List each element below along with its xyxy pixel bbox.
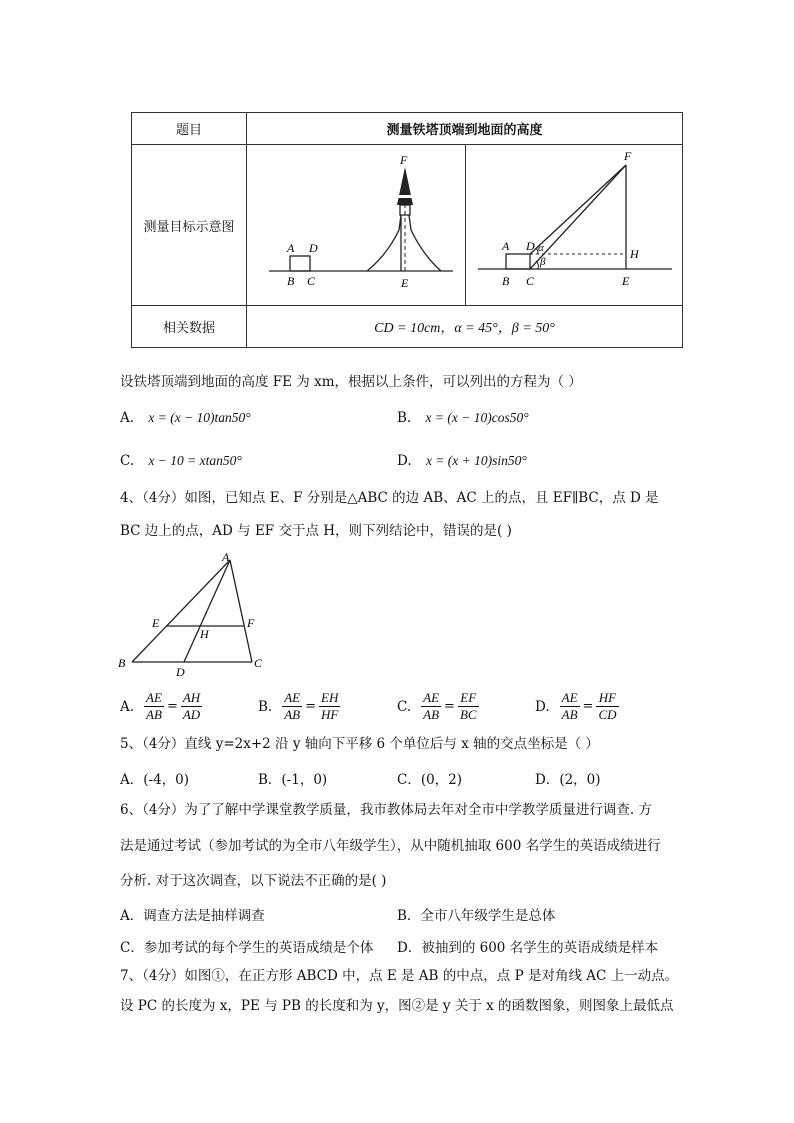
q5-option-c: C．(0，2) [397,772,463,788]
q6-option-b: B．全市八年级学生是总体 [397,908,556,924]
fig2-label-A: A [502,239,510,253]
tri-label-E: E [152,616,160,630]
q6-line2: 法是通过考试（参加考试的为全市八年级学生），从中随机抽取 600 名学生的英语成绩进行 [120,838,661,854]
fig1-label-B: B [287,274,295,288]
fig2-label-alpha: α [538,242,544,254]
q4d-den1: AB [561,707,578,722]
q4d-num1: AE [561,690,578,705]
q5-option-d: D．(2，0) [535,772,601,788]
q4a-num1: AE [146,690,162,705]
q4a-num2: AH [182,690,201,705]
q4a-den1: AB [146,707,162,722]
q3-option-d-letter: D. [397,453,412,469]
q4-option-b: B. $\frac{AE}{AB}$ = $\frac{EH}{HF}$ [258,690,339,722]
q4c-num2: EF [458,690,479,707]
table-header-label: 题目 [132,113,247,145]
q6-option-d: D．被抽到的 600 名学生的英语成绩是样本 [397,940,659,956]
fig2-label-E: E [622,274,630,288]
tri-label-H: H [200,627,209,641]
q4c-den2: BC [459,707,477,722]
q5-option-a: A．(-4，0) [120,772,190,788]
q3-option-d-expr: x = (x + 10)sin50° [425,453,527,468]
triangle-figure [118,548,278,680]
q4-option-c: C. $\frac{AE}{AB}$ = $\frac{EF}{BC}$ [397,690,477,722]
q7-line1: 7、（4分）如图①，在正方形 ABCD 中，点 E 是 AB 的中点，点 P 是对角线 AC 上一动点。 [120,968,679,984]
fig2-label-beta: β [540,256,546,268]
fig1-label-C: C [307,274,316,288]
q6-line1: 6、（4分）为了了解中学课堂教学质量，我市教体局去年对全市中学教学质量进行调查. 方 [120,802,653,818]
q5-option-b: B．(-1，0) [258,772,328,788]
q4d-den2: CD [598,707,617,722]
q4-line1: 4、（4分）如图，已知点 E、F 分别是△ABC 的边 AB、AC 上的点，且 EF∥BC，点 D 是 [120,490,659,506]
q3-option-d [397,453,527,469]
table-header-title: 测量铁塔顶端到地面的高度 [247,113,683,145]
fig1-label-D: D [309,241,318,255]
q4-option-d: D. $\frac{AE}{AB}$ = $\frac{HF}{CD}$ [535,690,617,722]
tri-label-C: C [254,656,263,670]
fig1-label-E: E [401,276,409,290]
figure-cell-2 [466,145,683,306]
tri-label-A: A [222,550,230,564]
q3-option-b-letter: B. [397,410,412,426]
q4-option-b-letter: B. [258,698,273,715]
fig1-label-A: A [287,241,295,255]
figure-cell-1 [247,145,466,306]
q4-option-a: A. $\frac{AE}{AB}$ = $\frac{AH}{AD}$ [120,690,201,722]
q3-option-b [397,410,529,426]
q3-option-a [120,410,251,426]
table-row3-data: CD = 10cm，α = 45°，β = 50° [247,306,683,348]
q3-option-a-expr: x = (x − 10)tan50° [148,410,251,425]
q4b-den2: HF [321,707,339,722]
q7-line2: 设 PC 的长度为 x，PE 与 PB 的长度和为 y，图②是 y 关于 x 的函数图象，则图象上最低点 [120,998,674,1014]
q4-option-d-letter: D. [535,698,550,715]
q4c-num1: AE [423,690,440,705]
q3-option-b-expr: x = (x − 10)cos50° [425,410,529,425]
q4b-num2: EH [321,690,339,705]
q4c-den1: AB [423,707,440,722]
fig2-label-B: B [502,274,510,288]
q3-stem: 设铁塔顶端到地面的高度 FE 为 xm，根据以上条件，可以列出的方程为（ ） [120,374,582,390]
tri-label-B: B [118,656,126,670]
q4d-num2: HF [596,690,618,707]
fig2-label-F: F [624,149,632,163]
tower-figure-1 [247,145,465,301]
fig2-label-C: C [526,274,535,288]
fig1-label-F: F [400,153,408,167]
q4a-den2: AD [182,707,201,722]
q6-option-a: A．调查方法是抽样调查 [120,908,265,924]
table-row3-label: 相关数据 [132,306,247,348]
fig2-label-D: D [526,239,535,253]
q4-line2: BC 边上的点，AD 与 EF 交于点 H，则下列结论中，错误的是( ) [120,523,512,539]
tower-figure-2 [466,145,682,301]
q6-line3: 分析. 对于这次调查，以下说法不正确的是( ) [120,873,387,889]
q6-option-c: C．参加考试的每个学生的英语成绩是个体 [120,940,374,956]
table-row2-label: 测量目标示意图 [132,145,247,306]
q4b-den1: AB [284,707,301,722]
tri-label-F: F [247,616,255,630]
q4-option-a-letter: A. [120,698,135,715]
tri-label-D: D [176,665,185,679]
measurement-table [131,112,683,348]
q4-option-c-letter: C. [397,698,412,715]
fig2-label-H: H [630,247,639,261]
q3-option-c [120,453,242,469]
q3-option-c-expr: x − 10 = xtan50° [148,453,242,468]
q5-stem: 5、（4分）直线 y=2x+2 沿 y 轴向下平移 6 个单位后与 x 轴的交点坐标是（ ） [120,736,599,752]
q4b-num1: AE [284,690,301,705]
q3-option-a-letter: A. [120,410,135,426]
q3-option-c-letter: C. [120,453,135,469]
